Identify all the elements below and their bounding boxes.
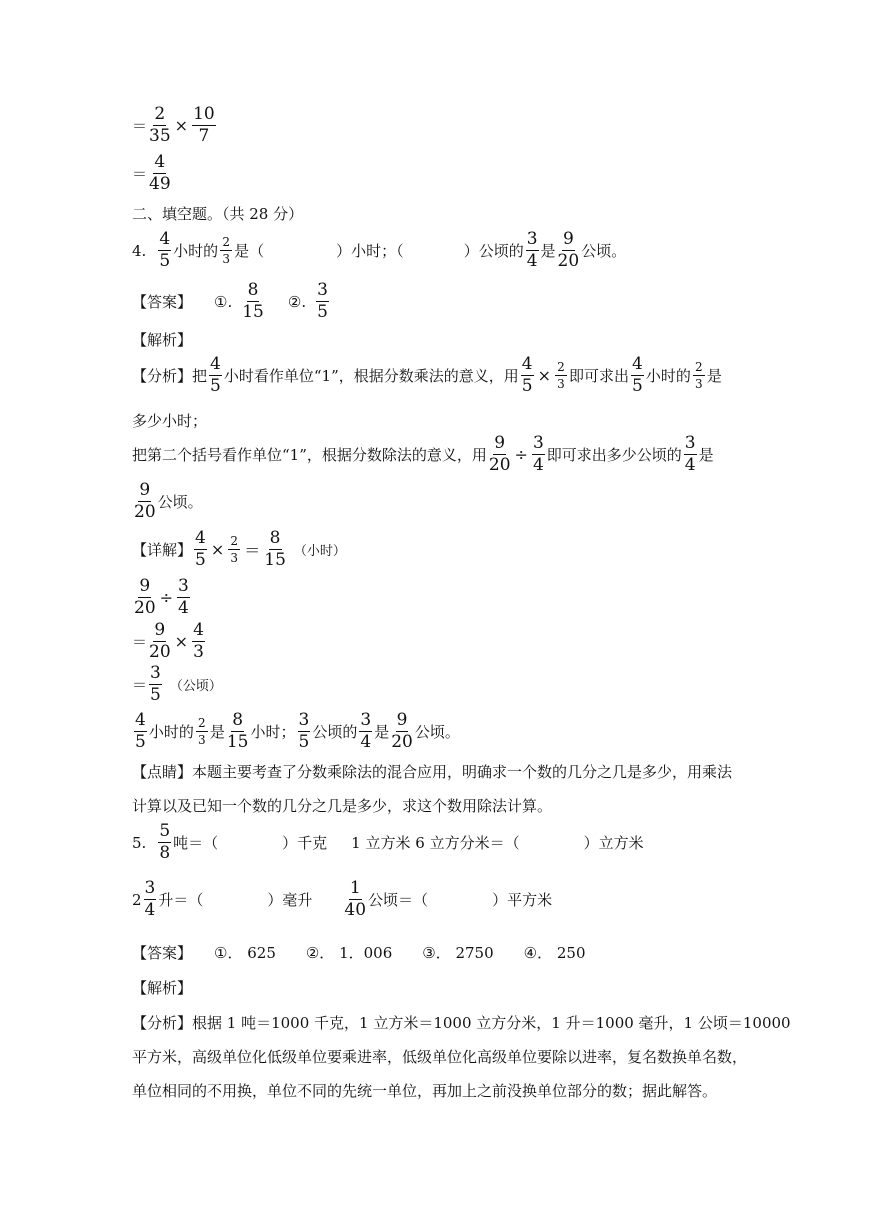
analysis-label: 【解析】 [132,979,193,997]
question-5-line-1 [132,823,644,862]
calc-line-1 [132,106,218,145]
answer-marker: ①. [214,292,233,311]
fenxi-label: 【分析】 [132,1014,193,1032]
fraction: $\frac{2}{3}$ [228,535,240,564]
fraction: $\frac{10}{7}$ [193,104,215,146]
fraction: $\frac{3}{5}$ [298,710,310,752]
mixed-number [132,880,158,919]
mixed-whole: 2 [132,890,142,909]
detail-line-1 [132,530,346,569]
unit-text: （公顷） [169,679,222,694]
fraction: $\frac{4}{5}$ [159,229,171,271]
fraction: $\frac{9}{20}$ [557,229,580,271]
answer-marker: ②. [287,292,307,311]
analysis-text: 即可求出 [568,367,629,385]
fraction: $\frac{3}{4}$ [526,229,538,271]
fraction: $\frac{2}{35}$ [149,104,171,146]
analysis-line-3: 单位相同的不用换，单位不同的先统一单位，再加上之前没换单位部分的数；据此解答。 [132,1082,718,1100]
summary-text: 是 [374,723,390,741]
equals-sign: ＝ [132,633,148,651]
analysis-text: 把第二个括号看作单位“1”，根据分数除法的意义，用 [132,446,487,464]
analysis-text: 根据 1 吨＝1000 千克，1 立方米＝1000 立方分米，1 升＝1000 毫升，1 公顷＝10000 [192,1014,791,1032]
times-sign: × [210,540,225,559]
question-text: 升＝（ [158,891,204,909]
analysis-text: 是 [706,367,722,385]
summary-text: 公顷。 [414,723,460,741]
fenxi-label: 【分析】 [132,367,193,385]
fraction: $\frac{9}{20}$ [391,710,413,752]
question-5-line-2 [132,880,552,919]
equals-sign: ＝ [132,165,148,183]
analysis-text: 公顷。 [157,493,203,511]
summary-text: 小时的 [148,723,194,741]
detail-line-3 [132,622,207,661]
question-text: 1 立方米 6 立方分米＝（ [351,834,520,852]
fraction: $\frac{8}{15}$ [264,528,286,570]
question-number: 4. [132,241,147,260]
analysis-text: 小时看作单位“1”，根据分数乘法的意义，用 [223,367,519,385]
analysis-line-2: 多少小时； [132,412,208,430]
equals-sign: ＝ [132,676,148,694]
fraction: $\frac{4}{5}$ [521,354,533,396]
times-sign: × [174,632,189,651]
dianjing-label: 【点睛】 [132,763,193,781]
fraction: $\frac{2}{3}$ [196,717,208,746]
analysis-line-1 [132,356,722,395]
question-text: 公顷。 [581,242,627,260]
fraction: $\frac{4}{5}$ [135,710,146,752]
divide-sign: ÷ [514,445,528,464]
detail-line-4 [132,665,222,704]
unit-text: （小时） [293,544,346,559]
calc-line-2 [132,154,173,193]
fraction: $\frac{3}{5}$ [150,663,161,705]
times-sign: × [174,116,189,135]
equals-sign: ＝ [244,541,261,560]
divide-sign: ÷ [159,588,174,607]
question-text: 是 [540,242,556,260]
fraction: $\frac{3}{5}$ [317,280,328,322]
fraction: $\frac{4}{5}$ [210,354,221,396]
equals-sign: ＝ [132,117,148,135]
fraction: $\frac{1}{40}$ [344,878,367,920]
fraction: $\frac{2}{3}$ [555,361,567,390]
fraction: $\frac{4}{3}$ [193,620,204,662]
detail-line-2 [132,578,192,617]
times-sign: × [537,366,551,385]
answer-line [132,942,586,963]
analysis-text: 即可求出多少公顷的 [546,446,682,464]
answer-values: ①． 625 ②． 1．006 ③． 2750 ④． 250 [214,944,586,962]
fraction: $\frac{2}{3}$ [693,361,705,390]
fraction: $\frac{9}{20}$ [149,620,171,662]
fraction: $\frac{3}{4}$ [144,878,156,920]
analysis-text: 是 [698,446,714,464]
analysis-label: 【解析】 [132,331,193,349]
dianjing-text: 本题主要考查了分数乘除法的混合应用，明确求一个数的几分之几是多少，用乘法 [192,763,733,781]
dianjing-line-1 [132,761,732,782]
summary-text: 是 [209,723,225,741]
question-text: 是（ [234,242,265,260]
summary-text: 小时； [250,723,296,741]
question-text: ）小时；（ [336,242,404,260]
summary-line [132,712,460,751]
question-text: ）毫升 [267,891,313,909]
question-number: 5. [132,833,147,852]
analysis-line-1 [132,1012,791,1033]
summary-text: 公顷的 [312,723,358,741]
fraction: $\frac{8}{15}$ [226,710,249,752]
fraction: $\frac{3}{4}$ [178,576,189,618]
question-text: ）公顷的 [463,242,524,260]
question-text: ）立方米 [583,834,644,852]
fraction: $\frac{4}{5}$ [195,528,206,570]
question-text: ）千克 [282,834,328,852]
answer-label: 【答案】 [132,944,193,962]
detail-label: 【详解】 [132,541,193,559]
analysis-line-4 [132,482,203,521]
fraction: $\frac{2}{3}$ [220,236,232,265]
section-title: 二、填空题。（共 28 分） [132,205,304,223]
fraction: $\frac{3}{4}$ [532,433,544,475]
question-text: ）平方米 [492,891,553,909]
analysis-text: 小时的 [645,367,691,385]
analysis-line-3 [132,435,714,474]
fraction: $\frac{9}{20}$ [134,576,156,618]
question-4 [132,231,626,270]
fraction: $\frac{8}{15}$ [242,280,264,322]
fraction: $\frac{4}{49}$ [149,152,171,194]
question-text: 小时的 [173,242,219,260]
dianjing-line-2: 计算以及已知一个数的几分之几是多少，求这个数用除法计算。 [132,797,553,815]
fraction: $\frac{3}{4}$ [684,433,696,475]
fraction: $\frac{3}{4}$ [360,710,372,752]
question-text: 吨＝（ [173,834,219,852]
fraction: $\frac{4}{5}$ [632,354,643,396]
fraction: $\frac{5}{8}$ [159,821,171,863]
analysis-text: 把 [192,367,208,385]
answer-label: 【答案】 [132,293,193,311]
answer-line [132,282,331,321]
fraction: $\frac{9}{20}$ [134,480,156,522]
question-text: 公顷＝（ [368,891,429,909]
analysis-line-2: 平方米，高级单位化低级单位要乘进率，低级单位化高级单位要除以进率，复名数换单名数， [132,1048,748,1066]
fraction: $\frac{9}{20}$ [488,433,511,475]
